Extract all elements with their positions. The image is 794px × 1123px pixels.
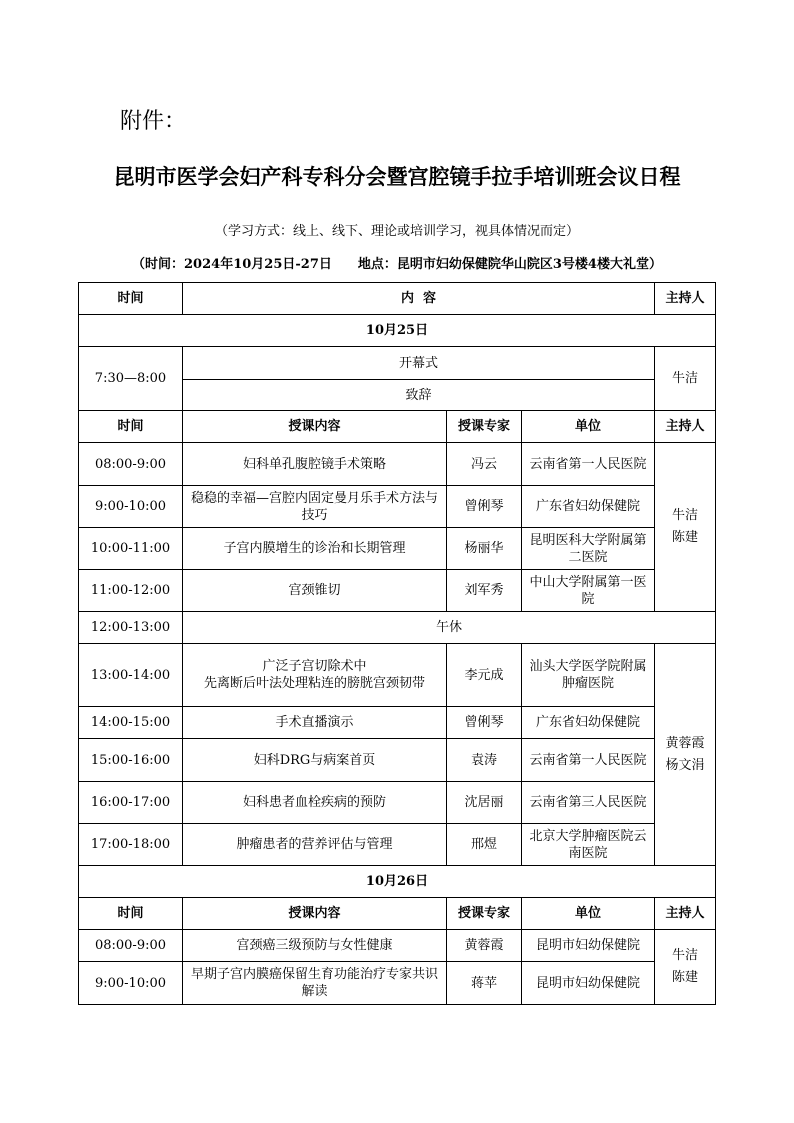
session-unit: 中山大学附属第一医院: [522, 570, 655, 612]
table-row: [79, 570, 716, 612]
table-row: [79, 824, 716, 866]
session-topic: 肿瘤患者的营养评估与管理: [183, 824, 447, 866]
table-row: [79, 782, 716, 824]
opening-host: 牛洁: [655, 347, 716, 411]
col-speaker: 授课专家: [447, 898, 522, 930]
session-unit: 云南省第三人民医院: [522, 782, 655, 824]
page-title: 昆明市医学会妇产科专科分会暨宫腔镜手拉手培训班会议日程: [113, 164, 681, 189]
session-time: 13:00-14:00: [79, 644, 183, 707]
session-speaker: 曾俐琴: [447, 707, 522, 739]
morning-host-day2: 牛洁 陈建: [655, 930, 716, 1005]
header-content: 内 容: [183, 283, 655, 315]
session-time: 10:00-11:00: [79, 528, 183, 570]
table-row: [79, 528, 716, 570]
header-host: 主持人: [655, 283, 716, 315]
time-place-note: （时间：2024年10月25日-27日 地点：昆明市妇幼保健院华山院区3号楼4楼大礼堂）: [132, 257, 662, 272]
session-speaker: 刘军秀: [447, 570, 522, 612]
col-host: 主持人: [655, 411, 716, 443]
lunch-label: 午休: [183, 612, 716, 644]
session-time: 08:00-9:00: [79, 930, 183, 962]
session-topic: 子宫内膜增生的诊治和长期管理: [183, 528, 447, 570]
session-unit: 广东省妇幼保健院: [522, 486, 655, 528]
session-unit: 云南省第一人民医院: [522, 443, 655, 486]
session-time: 16:00-17:00: [79, 782, 183, 824]
session-speaker: 曾俐琴: [447, 486, 522, 528]
session-unit: 昆明医科大学附属第二医院: [522, 528, 655, 570]
table-row: [79, 739, 716, 782]
opening-time: 7:30—8:00: [79, 347, 183, 411]
session-topic: 早期子宫内膜癌保留生育功能治疗专家共识解读: [183, 962, 447, 1005]
table-row: [79, 707, 716, 739]
session-time: 9:00-10:00: [79, 486, 183, 528]
date-day2: 10月26日: [79, 866, 716, 898]
session-topic: 宫颈锥切: [183, 570, 447, 612]
opening-item-1: 开幕式: [183, 347, 655, 380]
session-speaker: 冯云: [447, 443, 522, 486]
study-mode-note: （学习方式：线上、线下、理论或培训学习，视具体情况而定）: [214, 224, 579, 239]
session-time: 17:00-18:00: [79, 824, 183, 866]
session-time: 14:00-15:00: [79, 707, 183, 739]
attachment-label: 附件：: [120, 109, 187, 134]
session-unit: 汕头大学医学院附属肿瘤医院: [522, 644, 655, 707]
column-header-row-day2: [79, 898, 716, 930]
date-day1: 10月25日: [79, 315, 716, 347]
session-topic: 妇科单孔腹腔镜手术策略: [183, 443, 447, 486]
col-topic: 授课内容: [183, 898, 447, 930]
session-time: 08:00-9:00: [79, 443, 183, 486]
col-speaker: 授课专家: [447, 411, 522, 443]
session-unit: 广东省妇幼保健院: [522, 707, 655, 739]
session-unit: 昆明市妇幼保健院: [522, 930, 655, 962]
session-speaker: 袁涛: [447, 739, 522, 782]
session-unit: 昆明市妇幼保健院: [522, 962, 655, 1005]
morning-host-day1: 牛洁 陈建: [655, 443, 716, 612]
table-row: [79, 443, 716, 486]
table-row: [79, 644, 716, 707]
header-time: 时间: [79, 283, 183, 315]
table-row: [79, 486, 716, 528]
session-speaker: 邢煜: [447, 824, 522, 866]
session-topic: 稳稳的幸福—宫腔内固定曼月乐手术方法与技巧: [183, 486, 447, 528]
session-topic: 宫颈癌三级预防与女性健康: [183, 930, 447, 962]
col-unit: 单位: [522, 411, 655, 443]
session-speaker: 黄蓉霞: [447, 930, 522, 962]
date-row-day1: [79, 315, 716, 347]
session-speaker: 沈居丽: [447, 782, 522, 824]
session-topic: 手术直播演示: [183, 707, 447, 739]
col-time: 时间: [79, 898, 183, 930]
top-header-row: [79, 283, 716, 315]
table-row: [79, 930, 716, 962]
col-unit: 单位: [522, 898, 655, 930]
session-speaker: 李元成: [447, 644, 522, 707]
session-speaker: 杨丽华: [447, 528, 522, 570]
col-time: 时间: [79, 411, 183, 443]
opening-row: [79, 347, 716, 380]
table-row: [79, 962, 716, 1005]
session-unit: 云南省第一人民医院: [522, 739, 655, 782]
session-time: 11:00-12:00: [79, 570, 183, 612]
opening-item-2: 致辞: [183, 380, 655, 411]
column-header-row: [79, 411, 716, 443]
date-row-day2: [79, 866, 716, 898]
lunch-time: 12:00-13:00: [79, 612, 183, 644]
col-host: 主持人: [655, 898, 716, 930]
session-topic: 妇科DRG与病案首页: [183, 739, 447, 782]
session-time: 9:00-10:00: [79, 962, 183, 1005]
session-time: 15:00-16:00: [79, 739, 183, 782]
lunch-row: [79, 612, 716, 644]
session-topic: 妇科患者血栓疾病的预防: [183, 782, 447, 824]
session-topic: 广泛子宫切除术中 先离断后叶法处理粘连的膀胱宫颈韧带: [183, 644, 447, 707]
schedule-table: [78, 282, 716, 1005]
afternoon-host-day1: 黄蓉霞 杨文涓: [655, 644, 716, 866]
session-unit: 北京大学肿瘤医院云南医院: [522, 824, 655, 866]
col-topic: 授课内容: [183, 411, 447, 443]
session-speaker: 蒋苹: [447, 962, 522, 1005]
